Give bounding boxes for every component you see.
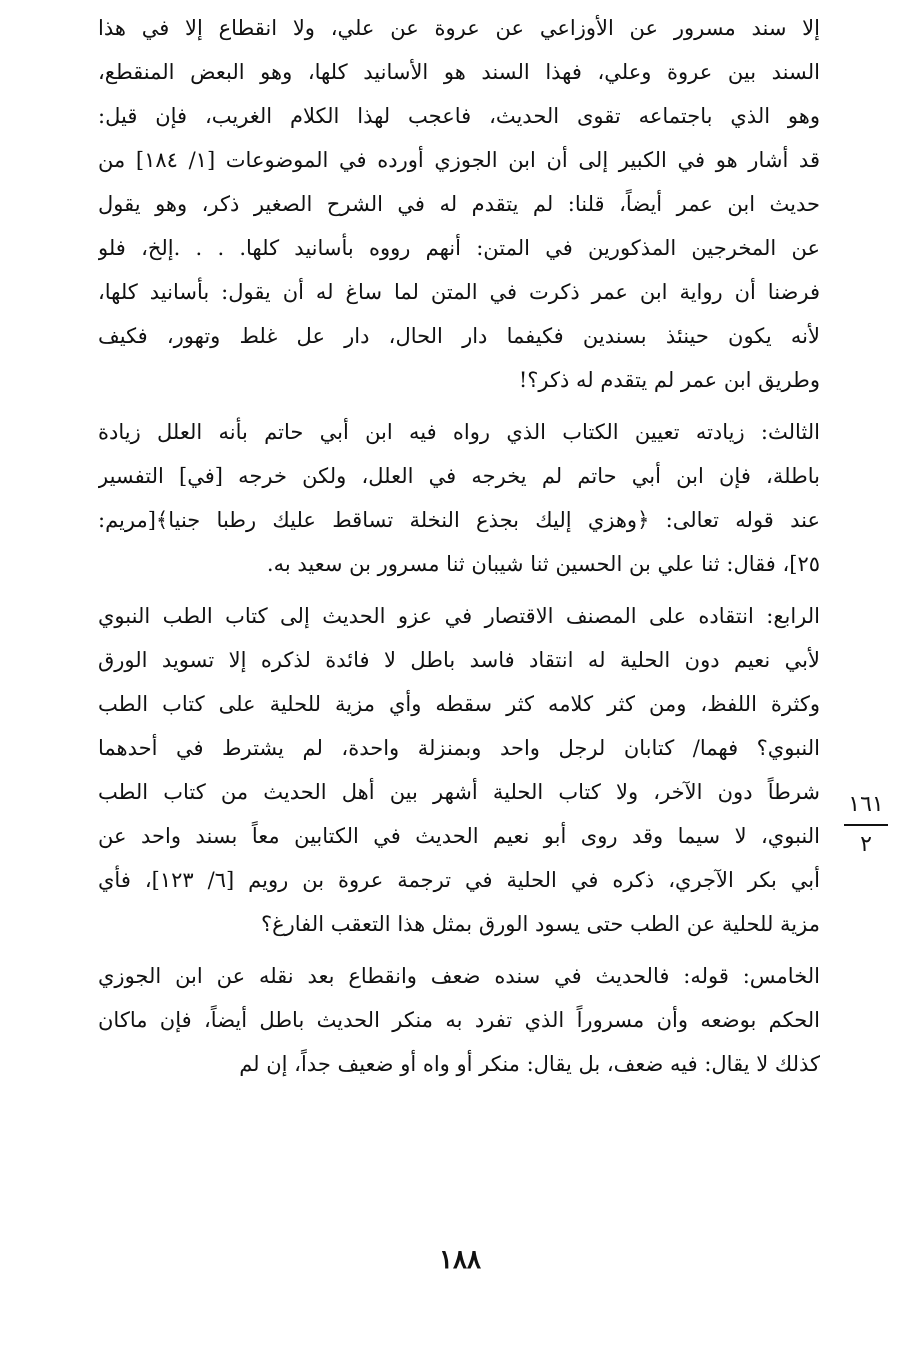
margin-reference-divider [844,824,888,826]
paragraph-intro [98,6,820,402]
paragraph-gap [98,586,820,594]
paragraph-fourth [98,594,820,946]
text-line: وطريق ابن عمر لم يتقدم له ذكر؟! [518,368,820,392]
page-body [98,6,820,1086]
text-line: قد أشار هو في الكبير إلى أن ابن الجوزي أورده في الموضوعات [١/ ١٨٤] من [98,148,820,172]
text-line: كذلك لا يقال: فيه ضعف، بل يقال: منكر أو واه أو ضعيف جداً، إن لم [239,1052,820,1076]
text-line: مزية للحلية عن الطب حتى يسود الورق بمثل هذا التعقب الفارغ؟ [260,912,820,936]
text-line: أبي بكر الآجري، ذكره في الحلية في ترجمة عروة بن رويم [٦/ ١٢٣]، فأي [98,868,820,892]
margin-reference-volume-page: ١٦١ [848,792,884,817]
text-line: وكثرة اللفظ، ومن كثر كلامه كثر سقطه وأي مزية للحلية على كتاب الطب [98,692,820,716]
text-line: حديث ابن عمر أيضاً، قلنا: لم يتقدم له في الشرح الصغير ذكر، وهو يقول [98,192,820,216]
text-line: شرطاً دون الآخر، ولا كتاب الحلية أشهر بين أهل الحديث من كتاب الطب [98,780,820,804]
text-line: الخامس: قوله: فالحديث في سنده ضعف وانقطاع بعد نقله عن ابن الجوزي [98,964,820,988]
text-line: لأنه يكون حينئذ بسندين فكيفما دار الحال، دار عل غلط وتهور، فكيف [98,324,820,348]
text-line: إلا سند مسرور عن الأوزاعي عن عروة عن علي، ولا انقطاع إلا في هذا [98,16,820,40]
text-line: فرضنا أن رواية ابن عمر ذكرت في المتن لما ساغ له أن يقول: بأسانيد كلها، [98,280,820,304]
paragraph-third [98,410,820,586]
text-line: عن المخرجين المذكورين في المتن: أنهم رووه بأسانيد كلها. . . .إلخ، فلو [98,236,820,260]
margin-reference-part: ٢ [860,832,872,857]
paragraph-gap [98,946,820,954]
text-line: الرابع: انتقاده على المصنف الاقتصار في عزو الحديث إلى كتاب الطب النبوي [98,604,820,628]
text-line: وهو الذي باجتماعه تقوى الحديث، فاعجب لهذا الكلام الغريب، فإن قيل: [98,104,820,128]
paragraph-fifth [98,954,820,1086]
page-number: ١٨٨ [439,1245,481,1275]
text-line: النبوي؟ فهما/ كتابان لرجل واحد وبمنزلة واحدة، لم يشترط في أحدهما [98,736,820,760]
text-line: عند قوله تعالى: ﴿وهزي إليك بجذع النخلة تساقط عليك رطبا جنيا﴾[مريم: [98,508,820,532]
text-line: الحكم بوضعه وأن مسروراً الذي تفرد به منكر الحديث باطل أيضاً، فإن ماكان [98,1008,820,1032]
paragraph-gap [98,402,820,410]
text-line: ٢٥]، فقال: ثنا علي بن الحسين ثنا شيبان ثنا مسرور بن سعيد به. [266,552,820,576]
margin-reference [842,790,890,860]
text-line: لأبي نعيم دون الحلية له انتقاد فاسد باطل لا فائدة لذكره إلا تسويد الورق [98,648,820,672]
text-line: الثالث: زيادته تعيين الكتاب الذي رواه فيه ابن أبي حاتم بأنه العلل زيادة [98,420,820,444]
text-line: السند بين عروة وعلي، فهذا السند هو الأسانيد كلها، وهو البعض المنقطع، [98,60,820,84]
text-line: باطلة، فإن ابن أبي حاتم لم يخرجه في العلل، ولكن خرجه [في] التفسير [98,464,820,488]
text-line: النبوي، لا سيما وقد روى أبو نعيم الحديث في الكتابين معاً بسند واحد عن [98,824,820,848]
